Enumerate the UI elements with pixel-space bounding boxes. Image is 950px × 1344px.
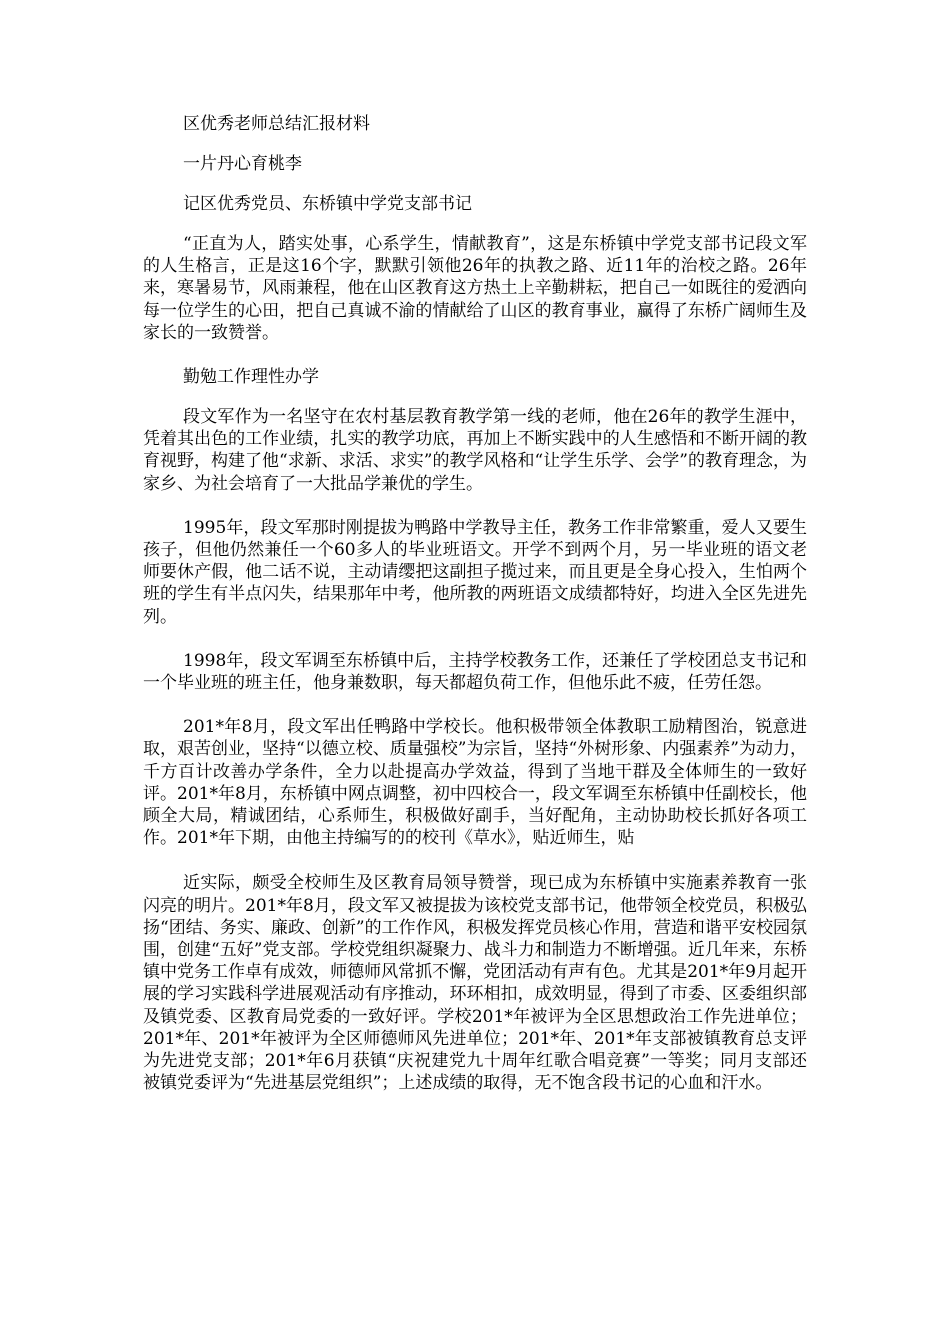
paragraph: 近实际，颇受全校师生及区教育局领导赞誉，现已成为东桥镇中实施素养教育一张闪亮的明片。201*年8月，段文军又被提拔为该校党支部书记，他带领全校党员，积极弘扬“团结、务实、廉政、创新”的工作作风，积极发挥党员核心作用，营造和谐平安校园氛围，创建“五好”党支部。学校党组织凝聚力、战斗力和制造力不断增强。近几年来，东桥镇中党务工作卓有成效，师德师风常抓不懈，党团活动有声有色。尤其是201*年9月起开展的学习实践科学进展观活动有序推动，环环相扣，成效明显，得到了市委、区委组织部及镇党委、区教育局党委的一致好评。学校201*年被评为全区思想政治工作先进单位；201*年、201*年被评为全区师德师风先进单位；201*年、201*年支部被镇教育总支评为先进党支部；201*年6月获镇“庆祝建党九十周年红歌合唱竞赛”一等奖；同月支部还被镇党委评为“先进基层党组织”；上述成绩的取得，无不饱含段书记的心血和汗水。 — [143, 873, 807, 1094]
paragraph-intro: “正直为人，踏实处事，心系学生，情献教育”，这是东桥镇中学党支部书记段文军的人生格言，正是这16个字，默默引领他26年的执教之路、近11年的治校之路。26年来，寒暑易节，风雨兼程，他在山区教育这方热土上辛勤耕耘，把自己一如既往的爱洒向每一位学生的心田，把自己真诚不渝的情献给了山区的教育事业，赢得了东桥广阔师生及家长的一致赞誉。 — [143, 234, 807, 343]
document-page — [143, 113, 807, 1117]
document-byline: 记区优秀党员、东桥镇中学党支部书记 — [183, 194, 472, 214]
document-subtitle: 一片丹心育桃李 — [183, 154, 302, 174]
section-heading: 勤勉工作理性办学 — [183, 367, 319, 388]
paragraph: 201*年8月，段文军出任鸭路中学校长。他积极带领全体教职工励精图治，锐意进取，艰苦创业，坚持“以德立校、质量强校”为宗旨，坚持“外树形象、内强素养”为动力，千方百计改善办学条件，全力以赴提高办学效益，得到了当地干群及全体师生的一致好评。201*年8月，东桥镇中网点调整，初中四校合一，段文军调至东桥镇中任副校长，他顾全大局，精诚团结，心系师生，积极做好副手，当好配角，主动协助校长抓好各项工作。201*年下期，由他主持编写的的校刊《草水》，贴近师生，贴 — [143, 717, 807, 849]
paragraph: 1998年，段文军调至东桥镇中后，主持学校教务工作，还兼任了学校团总支书记和一个毕业班的班主任，他身兼数职，每天都超负荷工作，但他乐此不疲，任劳任怨。 — [143, 650, 807, 694]
paragraph: 段文军作为一名坚守在农村基层教育教学第一线的老师，他在26年的教学生涯中，凭着其出色的工作业绩，扎实的教学功底，再加上不断实践中的人生感悟和不断开阔的教育视野，构建了他“求新、求活、求实”的教学风格和“让学生乐学、会学”的教育理念，为家乡、为社会培育了一大批品学兼优的学生。 — [143, 407, 807, 494]
document-title: 区优秀老师总结汇报材料 — [183, 114, 370, 134]
paragraph: 1995年，段文军那时刚提拔为鸭路中学教导主任，教务工作非常繁重，爱人又要生孩子，但他仍然兼任一个60多人的毕业班语文。开学不到两个月，另一毕业班的语文老师要休产假，他二话不说，主动请缨把这副担子揽过来，而且更是全身心投入，生怕两个班的学生有半点闪失，结果那年中考，他所教的两班语文成绩都特好，均进入全区先进先列。 — [143, 517, 807, 627]
